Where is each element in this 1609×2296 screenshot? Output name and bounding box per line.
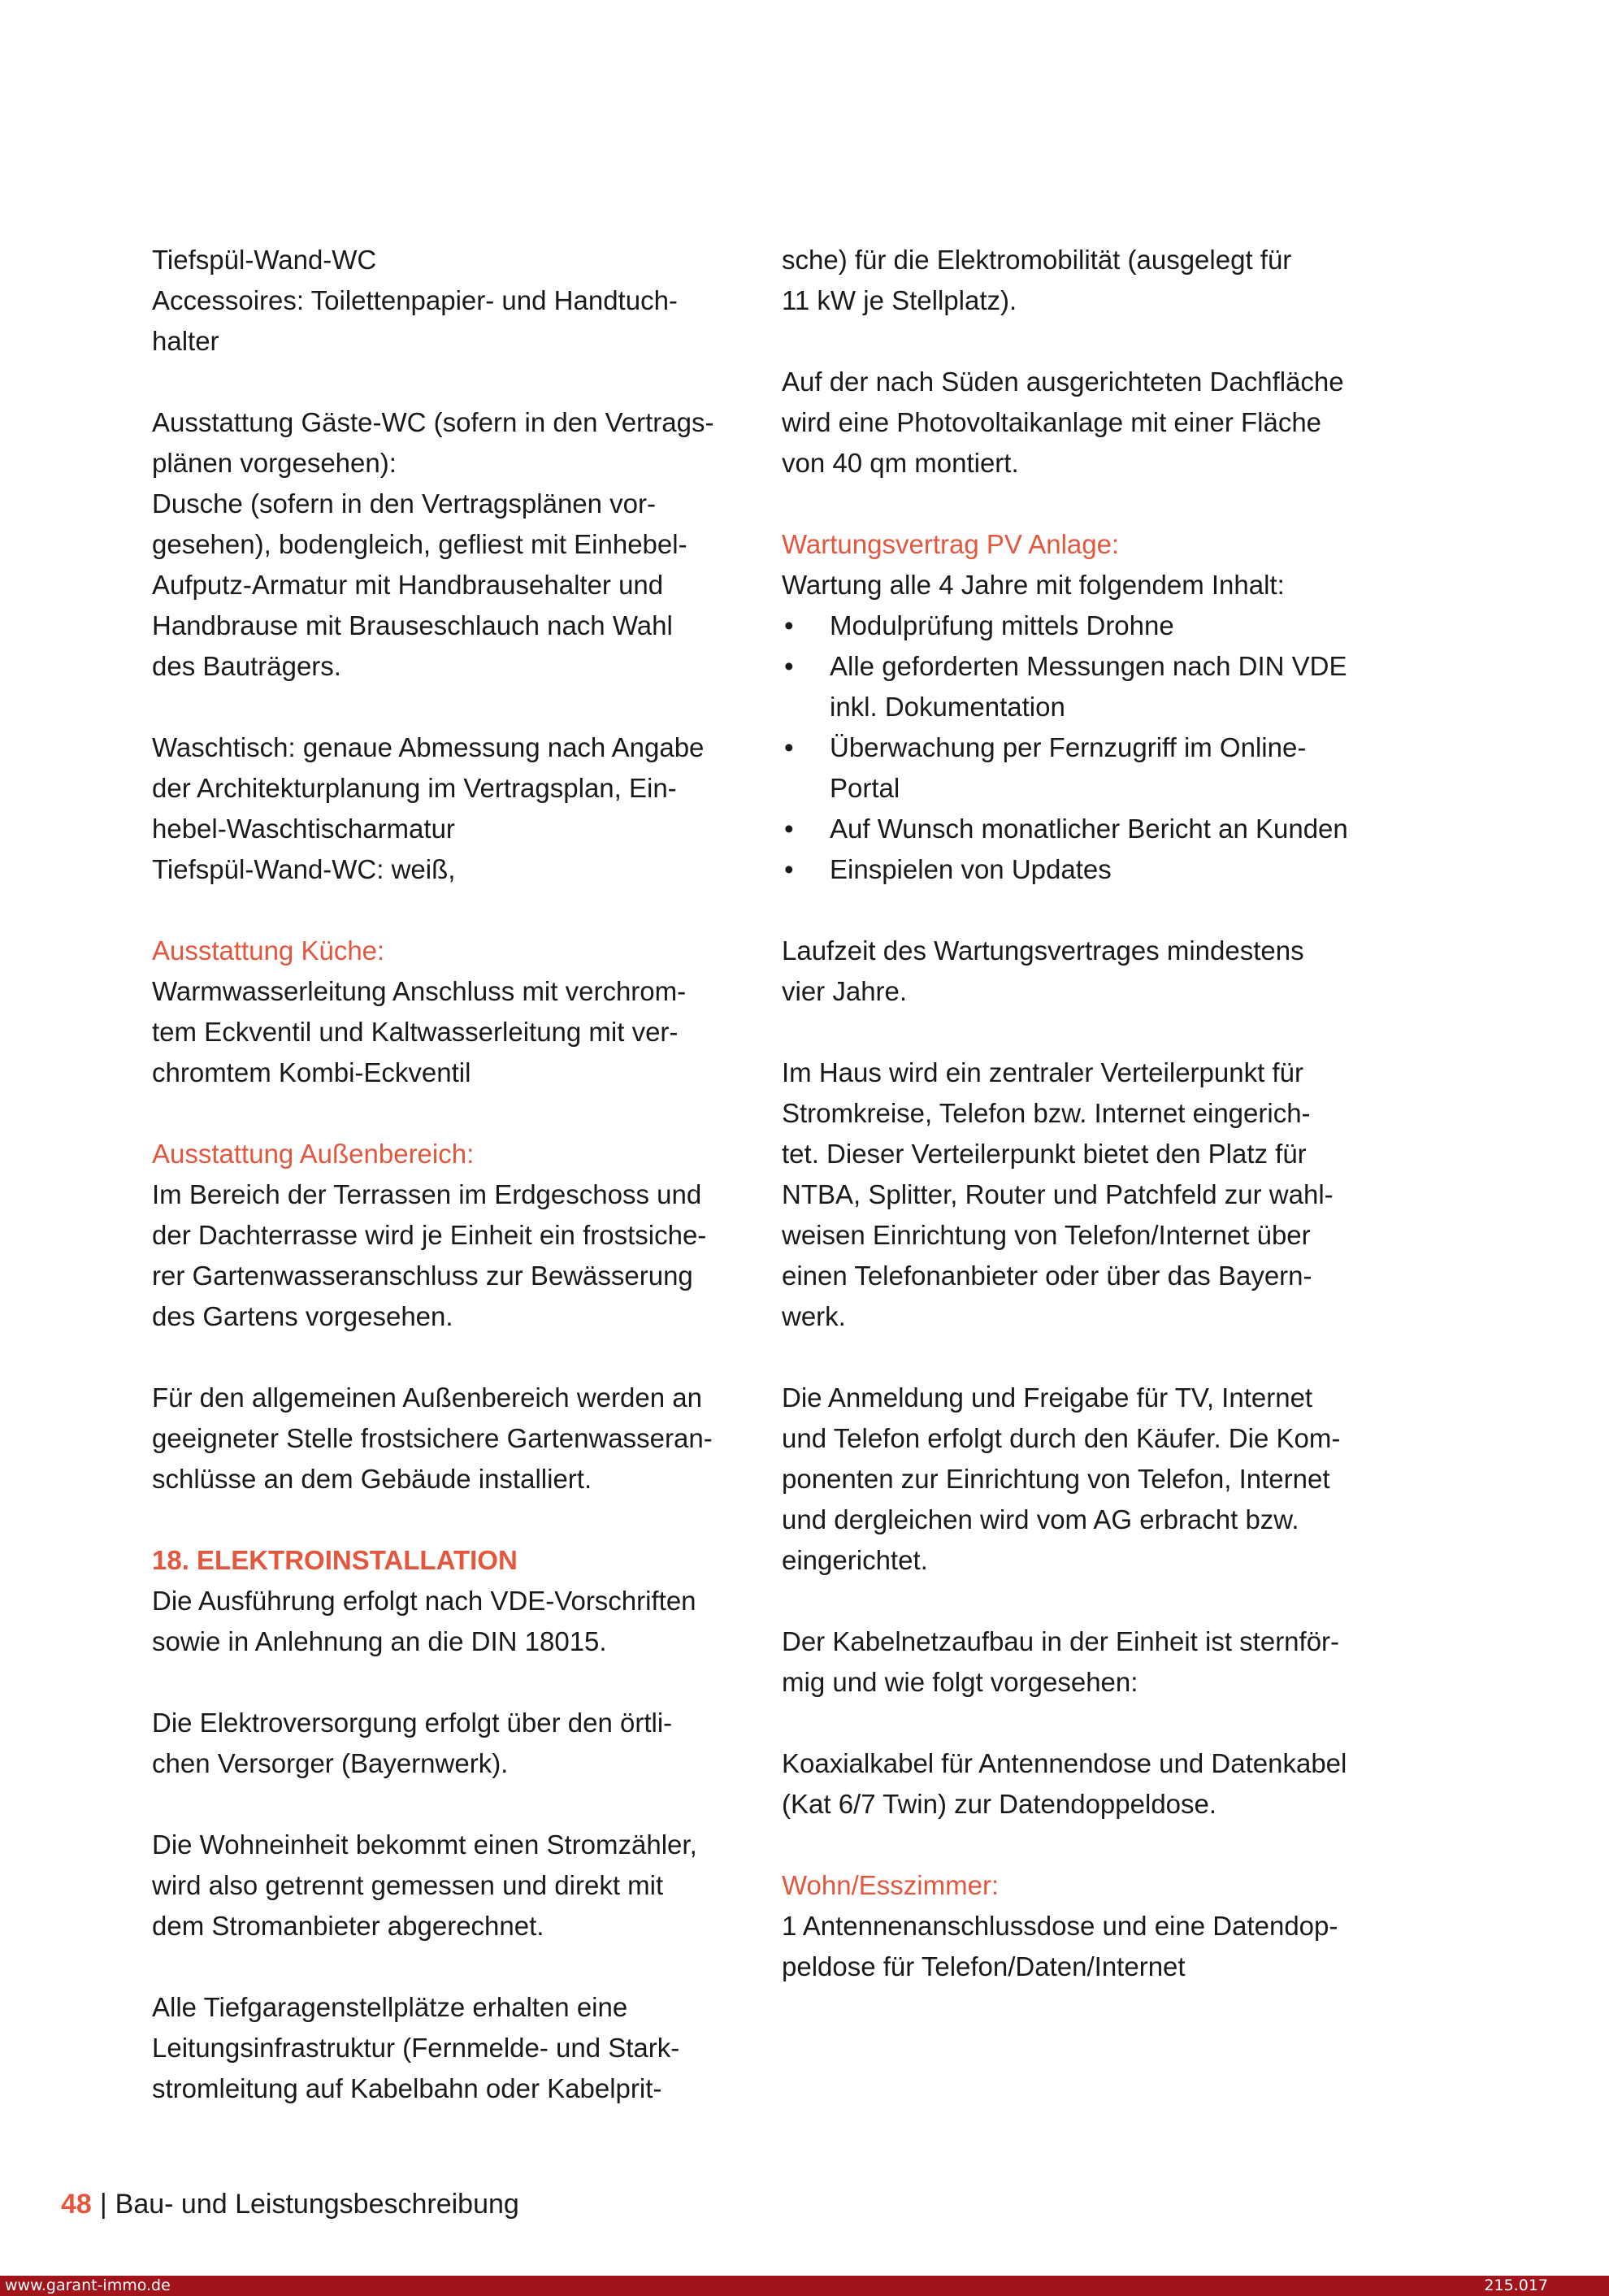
text-line: von 40 qm montiert.: [782, 448, 1019, 478]
paragraph-contract-duration: [782, 931, 1399, 1012]
text-line: wird also getrennt gemessen und direkt mit: [152, 1870, 664, 1900]
list-item: [782, 809, 1399, 849]
list-item: [782, 605, 1399, 646]
paragraph-elektro-4: [152, 1987, 753, 2109]
text-line: 11 kW je Stellplatz).: [782, 285, 1017, 315]
paragraph-elektro-2: [152, 1703, 753, 1784]
text-line: Accessoires: Toilettenpapier- und Handtuch-: [152, 285, 678, 315]
paragraph-general-outdoor: [152, 1378, 753, 1500]
section-heading-elektro: 18. ELEKTROINSTALLATION: [152, 1545, 518, 1575]
bullet-icon: •: [784, 610, 794, 640]
document-title: Bau- und Leistungsbeschreibung: [115, 2189, 519, 2220]
text-line: tem Eckventil und Kaltwasserleitung mit ver-: [152, 1017, 679, 1047]
paragraph-distribution-point: [782, 1053, 1399, 1337]
page-footer: [61, 2186, 519, 2222]
list-item: [782, 646, 1399, 727]
text-line: tet. Dieser Verteilerpunkt bietet den Platz für: [782, 1139, 1307, 1169]
text-line: 1 Antennenanschlussdose und eine Datendop-: [782, 1911, 1338, 1941]
text-line: und Telefon erfolgt durch den Käufer. Die Kom-: [782, 1423, 1341, 1453]
text-line: dem Stromanbieter abgerechnet.: [152, 1911, 544, 1941]
text-line: mig und wie folgt vorgesehen:: [782, 1667, 1138, 1697]
text-line: Stromkreise, Telefon bzw. Internet eingerich-: [782, 1098, 1311, 1128]
text-line: werk.: [782, 1301, 846, 1331]
website-url: www.garant-immo.de: [5, 2276, 171, 2294]
text-line: sche) für die Elektromobilität (ausgelegt für: [782, 245, 1292, 275]
text-line: Tiefspül-Wand-WC: weiß,: [152, 854, 456, 884]
heading-living-room: Wohn/Esszimmer:: [782, 1870, 1000, 1900]
paragraph-registration: [782, 1378, 1399, 1581]
text-line: hebel-Waschtischarmatur: [152, 814, 455, 844]
paragraph-cable-network: [782, 1621, 1399, 1703]
paragraph-guest-wc: [152, 402, 753, 687]
text-line: Für den allgemeinen Außenbereich werden an: [152, 1382, 702, 1413]
left-column: [152, 240, 753, 2109]
text-line: plänen vorgesehen):: [152, 448, 397, 478]
text-line: Die Ausführung erfolgt nach VDE-Vorschriften: [152, 1586, 696, 1616]
text-line: inkl. Dokumentation: [830, 692, 1065, 722]
text-line: Leitungsinfrastruktur (Fernmelde- und Stark-: [152, 2033, 680, 2063]
bullet-icon: •: [784, 732, 794, 762]
paragraph-wc-accessories: [152, 240, 753, 362]
text-line: Portal: [830, 773, 900, 803]
text-line: des Gartens vorgesehen.: [152, 1301, 453, 1331]
text-line: und dergleichen wird vom AG erbracht bzw.: [782, 1504, 1299, 1534]
paragraph-washbasin: [152, 727, 753, 890]
text-line: (Kat 6/7 Twin) zur Datendoppeldose.: [782, 1789, 1217, 1819]
text-line: peldose für Telefon/Daten/Internet: [782, 1951, 1186, 1981]
list-item: [782, 727, 1399, 809]
paragraph-elektro-1: [152, 1581, 753, 1662]
text-line: Modulprüfung mittels Drohne: [830, 610, 1174, 640]
paragraph-kitchen: [152, 971, 753, 1093]
text-line: chen Versorger (Bayernwerk).: [152, 1748, 509, 1778]
heading-pv-maintenance: Wartungsvertrag PV Anlage:: [782, 529, 1120, 559]
text-line: Auf Wunsch monatlicher Bericht an Kunden: [830, 814, 1348, 844]
text-line: Warmwasserleitung Anschluss mit verchrom-: [152, 976, 687, 1006]
bullet-icon: •: [784, 814, 794, 844]
text-line: wird eine Photovoltaikanlage mit einer Fläche: [782, 407, 1322, 437]
text-line: Einspielen von Updates: [830, 854, 1112, 884]
pv-bullet-list: [782, 605, 1399, 890]
text-line: gesehen), bodengleich, gefliest mit Einhebel-: [152, 529, 687, 559]
text-line: Die Anmeldung und Freigabe für TV, Internet: [782, 1382, 1313, 1413]
list-item: [782, 849, 1399, 890]
text-line: NTBA, Splitter, Router und Patchfeld zur wahl-: [782, 1179, 1334, 1209]
text-line: Im Haus wird ein zentraler Verteilerpunkt für: [782, 1057, 1303, 1087]
text-line: Ausstattung Gäste-WC (sofern in den Vertrags-: [152, 407, 714, 437]
text-line: halter: [152, 326, 219, 356]
paragraph-living-room: [782, 1906, 1399, 1987]
text-line: Tiefspül-Wand-WC: [152, 245, 377, 275]
text-line: Handbrause mit Brauseschlauch nach Wahl: [152, 610, 673, 640]
paragraph-coax-cable: [782, 1743, 1399, 1825]
paragraph-emobility: [782, 240, 1399, 321]
text-line: Überwachung per Fernzugriff im Online-: [830, 732, 1307, 762]
bullet-icon: •: [784, 651, 794, 681]
text-line: Im Bereich der Terrassen im Erdgeschoss und: [152, 1179, 702, 1209]
text-line: Der Kabelnetzaufbau in der Einheit ist sternför-: [782, 1626, 1340, 1656]
text-line: Die Elektroversorgung erfolgt über den örtli-: [152, 1708, 673, 1738]
pv-intro: Wartung alle 4 Jahre mit folgendem Inhalt:: [782, 570, 1285, 600]
paragraph-outdoor: [152, 1174, 753, 1337]
listing-code: 215.017: [1484, 2276, 1548, 2294]
text-line: Die Wohneinheit bekommt einen Stromzähler,: [152, 1829, 697, 1860]
text-line: Koaxialkabel für Antennendose und Datenkabel: [782, 1748, 1347, 1778]
text-line: der Architekturplanung im Vertragsplan, Ein-: [152, 773, 677, 803]
text-line: Dusche (sofern in den Vertragsplänen vor-: [152, 488, 657, 519]
heading-kitchen: Ausstattung Küche:: [152, 935, 385, 966]
text-line: weisen Einrichtung von Telefon/Internet über: [782, 1220, 1311, 1250]
page-number: 48: [61, 2189, 92, 2220]
text-line: rer Gartenwasseranschluss zur Bewässerung: [152, 1261, 693, 1291]
text-line: Alle Tiefgaragenstellplätze erhalten eine: [152, 1992, 628, 2022]
text-line: eingerichtet.: [782, 1545, 928, 1575]
text-line: schlüsse an dem Gebäude installiert.: [152, 1464, 592, 1494]
right-column: [782, 240, 1399, 1987]
text-line: ponenten zur Einrichtung von Telefon, Internet: [782, 1464, 1330, 1494]
text-line: Waschtisch: genaue Abmessung nach Angabe: [152, 732, 705, 762]
text-line: der Dachterrasse wird je Einheit ein frostsiche-: [152, 1220, 707, 1250]
text-line: Alle geforderten Messungen nach DIN VDE: [830, 651, 1347, 681]
text-line: vier Jahre.: [782, 976, 908, 1006]
text-line: des Bauträgers.: [152, 651, 341, 681]
bottom-bar: [0, 2276, 1609, 2296]
text-line: Aufputz-Armatur mit Handbrausehalter und: [152, 570, 664, 600]
text-line: Auf der nach Süden ausgerichteten Dachfläche: [782, 367, 1344, 397]
text-line: geeigneter Stelle frostsichere Gartenwasseran-: [152, 1423, 713, 1453]
paragraph-photovoltaic: [782, 362, 1399, 484]
paragraph-elektro-3: [152, 1825, 753, 1947]
text-line: Laufzeit des Wartungsvertrages mindestens: [782, 935, 1304, 966]
bullet-icon: •: [784, 854, 794, 884]
footer-separator: |: [99, 2189, 107, 2220]
text-line: sowie in Anlehnung an die DIN 18015.: [152, 1626, 607, 1656]
text-line: chromtem Kombi-Eckventil: [152, 1057, 471, 1087]
text-line: stromleitung auf Kabelbahn oder Kabelprit-: [152, 2073, 662, 2103]
text-line: einen Telefonanbieter oder über das Bayern-: [782, 1261, 1312, 1291]
heading-outdoor: Ausstattung Außenbereich:: [152, 1139, 475, 1169]
